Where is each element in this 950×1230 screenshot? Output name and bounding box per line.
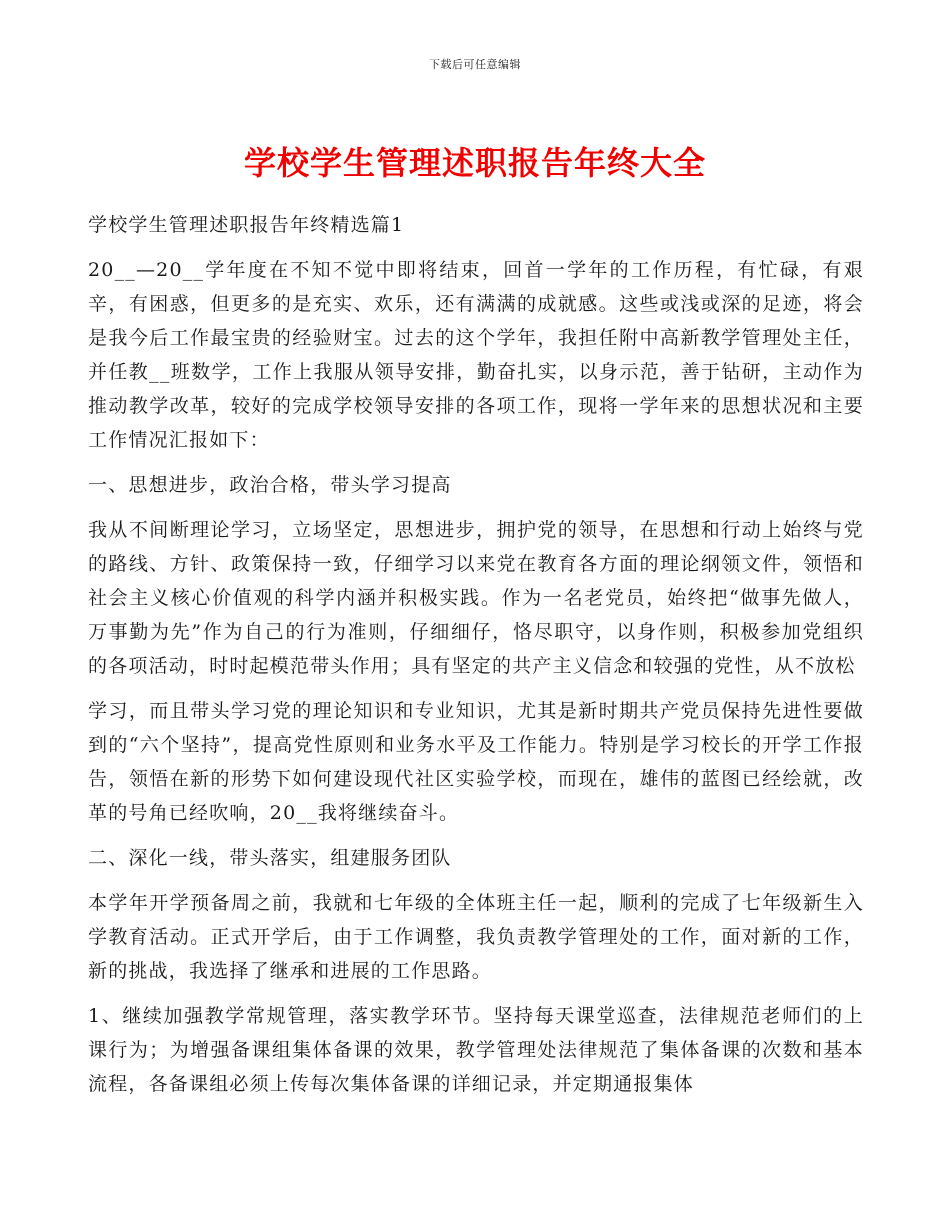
section-heading: 二、深化一线，带头落实，组建服务团队 (88, 847, 452, 869)
body-paragraph: 本学年开学预备周之前，我就和七年级的全体班主任一起，顺利的完成了七年级新生入学教育活动。正式开学后，由于工作调整，我负责教学管理处的工作，面对新的工作，新的挑战，我选择了继承和进展的工作思路。 (88, 892, 864, 982)
body-paragraph: 1、继续加强教学常规管理，落实教学环节。坚持每天课堂巡查，法律规范老师们的上课行为；为增强备课组集体备课的效果，教学管理处法律规范了集体备课的次数和基本流程，各备课组必须上传每次集体备课的详细记录，并定期通报集体 (88, 1005, 864, 1095)
body-paragraph: 我从不间断理论学习，立场坚定，思想进步，拥护党的领导，在思想和行动上始终与党的路线、方针、政策保持一致，仔细学习以来党在教育各方面的理论纲领文件，领悟和社会主义核心价值观的科学内涵并积极实践。作为一名老党员，始终把“做事先做人，万事勤为先”作为自己的行为准则，仔细细仔，恪尽职守，以身作则，积极参加党组织的各项活动，时时起模范带头作用；具有坚定的共产主义信念和较强的党性，从不放松 (88, 519, 864, 677)
section-heading: 一、思想进步，政治合格，带头学习提高 (88, 474, 452, 496)
document-title: 学校学生管理述职报告年终大全 (243, 144, 706, 182)
body-paragraph: 学习，而且带头学习党的理论知识和专业知识，尤其是新时期共产党员保持先进性要做到的“六个坚持”，提高党性原则和业务水平及工作能力。特别是学习校长的开学工作报告，领悟在新的形势下如何建设现代社区实验学校，而现在，雄伟的蓝图已经绘就，改革的号角已经吹响，20__我将继续奋斗。 (88, 700, 864, 824)
document-body (88, 208, 864, 1112)
body-paragraph: 20__—20__学年度在不知不觉中即将结束，回首一学年的工作历程，有忙碌，有艰辛，有困惑，但更多的是充实、欢乐，还有满满的成就感。这些或浅或深的足迹，将会是我今后工作最宝贵的经验财宝。过去的这个学年，我担任附中高新教学管理处主任，并任教__班数学，工作上我服从领导安排，勤奋扎实，以身示范，善于钻研，主动作为推动教学改革，较好的完成学校领导安排的各项工作，现将一学年来的思想状况和主要工作情况汇报如下： (88, 259, 864, 451)
section-subtitle: 学校学生管理述职报告年终精选篇1 (88, 214, 405, 236)
header-note: 下载后可任意编辑 (429, 58, 521, 71)
